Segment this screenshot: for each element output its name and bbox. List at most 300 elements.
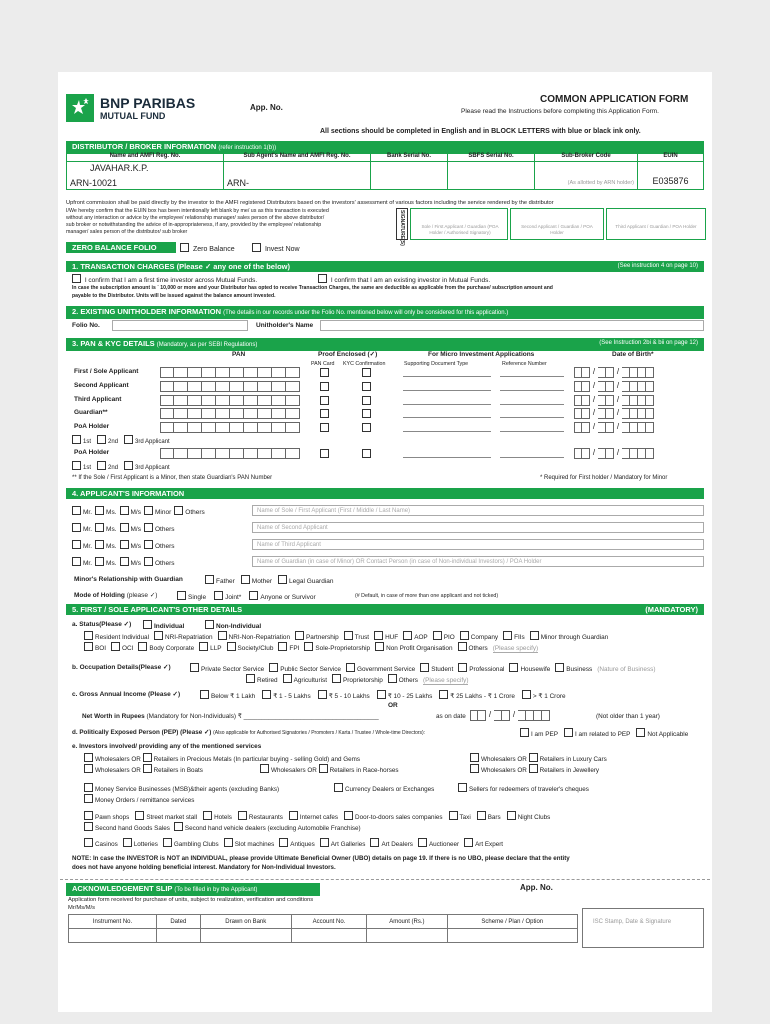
option-aop[interactable] bbox=[403, 634, 428, 641]
option-nri-repatriation[interactable] bbox=[154, 634, 213, 641]
inv-currency[interactable]: Currency Dealers or Exchanges bbox=[334, 783, 434, 794]
salutation-mr[interactable] bbox=[72, 526, 92, 533]
ack-cell-amount-rs[interactable] bbox=[367, 929, 447, 943]
existing-checkbox[interactable] bbox=[318, 274, 327, 283]
checkbox[interactable] bbox=[477, 811, 486, 820]
checkbox[interactable] bbox=[530, 631, 539, 640]
checkbox[interactable] bbox=[295, 631, 304, 640]
checkbox[interactable] bbox=[279, 838, 288, 847]
option-private-sector-service[interactable] bbox=[190, 666, 264, 673]
pan-card-checkbox[interactable] bbox=[320, 368, 329, 377]
ref-no-line[interactable] bbox=[500, 390, 564, 391]
option-retired[interactable] bbox=[246, 677, 278, 684]
option-body-corporate[interactable] bbox=[138, 645, 194, 652]
option-below-1-lakh[interactable] bbox=[200, 693, 255, 700]
checkbox[interactable] bbox=[120, 506, 129, 515]
option-label: Father bbox=[216, 578, 235, 585]
distributor-header: DISTRIBUTOR / BROKER INFORMATION (refer instruction 1(b)) bbox=[66, 141, 704, 154]
option-others[interactable] bbox=[388, 677, 418, 684]
ref-no-line[interactable] bbox=[500, 404, 564, 405]
checkbox[interactable] bbox=[227, 642, 236, 651]
ack-cell-drawn-on-bank[interactable] bbox=[200, 929, 291, 943]
applicant-name-input[interactable]: Name of Second Applicant bbox=[252, 522, 704, 533]
ref-no-line[interactable] bbox=[500, 417, 564, 418]
option-25-lakhs-1-crore[interactable] bbox=[439, 693, 515, 700]
option-public-sector-service[interactable] bbox=[269, 666, 341, 673]
checkbox[interactable] bbox=[97, 461, 106, 470]
poa-ord3[interactable] bbox=[124, 439, 170, 445]
checkbox[interactable] bbox=[418, 838, 427, 847]
checkbox[interactable] bbox=[123, 838, 132, 847]
bank-cell[interactable] bbox=[371, 162, 448, 190]
signature-box-1[interactable] bbox=[410, 208, 508, 240]
pan-cells[interactable] bbox=[160, 395, 300, 406]
support-doc-line[interactable] bbox=[403, 390, 491, 391]
subagent-cell[interactable]: ARN- bbox=[224, 162, 371, 190]
invest-now-option[interactable]: Invest Now bbox=[252, 243, 300, 254]
salutation-ms[interactable] bbox=[95, 509, 116, 516]
option-professional[interactable] bbox=[458, 666, 504, 673]
option-internet-cafes[interactable] bbox=[289, 814, 338, 821]
option-label: Taxi bbox=[459, 814, 471, 821]
checkbox[interactable] bbox=[374, 631, 383, 640]
salutation-mis[interactable] bbox=[120, 543, 141, 550]
option-5-10-lakhs[interactable] bbox=[318, 693, 370, 700]
option-lotteries[interactable] bbox=[123, 841, 158, 848]
salutation-mis[interactable] bbox=[120, 526, 141, 533]
option-fpi[interactable] bbox=[278, 645, 299, 652]
option-casinos[interactable] bbox=[84, 841, 118, 848]
option-door-to-doors-sales-companies[interactable] bbox=[344, 814, 443, 821]
option-pawn-shops[interactable] bbox=[84, 814, 129, 821]
checkbox[interactable] bbox=[124, 435, 133, 444]
inv-boats[interactable]: Wholesalers OR Retailers in Boats bbox=[84, 764, 203, 775]
inv-boats-w-checkbox[interactable] bbox=[84, 764, 93, 773]
checkbox[interactable] bbox=[278, 642, 287, 651]
checkbox[interactable] bbox=[278, 575, 287, 584]
checkbox[interactable] bbox=[420, 663, 429, 672]
poa-ord1[interactable] bbox=[72, 439, 91, 445]
zero-balance-option[interactable]: Zero Balance bbox=[180, 243, 235, 254]
checkbox[interactable] bbox=[388, 674, 397, 683]
checkbox[interactable] bbox=[377, 690, 386, 699]
checkbox[interactable] bbox=[84, 631, 93, 640]
checkbox[interactable] bbox=[304, 642, 313, 651]
option-label: OCI bbox=[122, 645, 134, 652]
option-1-crore[interactable] bbox=[522, 693, 566, 700]
checkbox[interactable] bbox=[124, 461, 133, 470]
pan-card-checkbox[interactable] bbox=[320, 396, 329, 405]
option-night-clubs[interactable] bbox=[507, 814, 551, 821]
option-street-market-stall[interactable] bbox=[135, 814, 197, 821]
checkbox[interactable] bbox=[249, 591, 258, 600]
kyc-checkbox[interactable] bbox=[362, 396, 371, 405]
dob-cells[interactable]: / / bbox=[574, 395, 654, 406]
checkbox[interactable] bbox=[135, 811, 144, 820]
checkbox[interactable] bbox=[154, 631, 163, 640]
ref-no-line[interactable] bbox=[500, 376, 564, 377]
salutation-mr[interactable] bbox=[72, 509, 92, 516]
existing-option[interactable]: I confirm that I am an existing investor in Mutual Funds. bbox=[318, 274, 490, 285]
checkbox[interactable] bbox=[144, 506, 153, 515]
col-bank: Bank Serial No. bbox=[371, 152, 448, 162]
option-proprietorship[interactable] bbox=[332, 677, 383, 684]
checkbox[interactable] bbox=[120, 557, 129, 566]
nature-of-business[interactable]: (Nature of Business) bbox=[597, 666, 656, 673]
option-label: Second hand Goods Sales bbox=[95, 825, 170, 832]
applicant-name-input[interactable]: Name of Third Applicant bbox=[252, 539, 704, 550]
signature-box-3[interactable] bbox=[606, 208, 706, 240]
inv-msb-checkbox[interactable] bbox=[84, 783, 93, 792]
checkbox[interactable] bbox=[177, 591, 186, 600]
checkbox[interactable] bbox=[458, 642, 467, 651]
ref-no-line[interactable] bbox=[500, 457, 564, 458]
inv-gold-r-checkbox[interactable] bbox=[143, 753, 152, 762]
option-i-am-related-to-pep[interactable] bbox=[564, 731, 630, 738]
as-on-date-label: as on date bbox=[436, 713, 466, 720]
occ-please-specify[interactable]: (Please specify) bbox=[422, 677, 469, 684]
checkbox[interactable] bbox=[346, 663, 355, 672]
inv-row-6 bbox=[84, 838, 508, 849]
checkbox[interactable] bbox=[199, 642, 208, 651]
checkbox[interactable] bbox=[72, 523, 81, 532]
zero-balance-checkbox[interactable] bbox=[180, 243, 189, 252]
checkbox[interactable] bbox=[200, 690, 209, 699]
option-antiques[interactable] bbox=[279, 841, 315, 848]
option-second-hand-goods-sales[interactable] bbox=[84, 825, 170, 832]
ack-cell-account-no[interactable] bbox=[291, 929, 366, 943]
option-label: NRI-Repatriation bbox=[165, 634, 213, 641]
option-llp[interactable] bbox=[199, 645, 221, 652]
option-legal-guardian[interactable] bbox=[278, 578, 333, 585]
inv-horses[interactable]: Wholesalers OR Retailers in Race-horses bbox=[260, 764, 399, 775]
inv-horses-r-checkbox[interactable] bbox=[319, 764, 328, 773]
checkbox[interactable] bbox=[72, 506, 81, 515]
checkbox[interactable] bbox=[509, 663, 518, 672]
first-time-checkbox[interactable] bbox=[72, 274, 81, 283]
option-minor-through-guardian[interactable] bbox=[530, 634, 609, 641]
ref-no-line[interactable] bbox=[500, 431, 564, 432]
checkbox[interactable] bbox=[190, 663, 199, 672]
checkbox[interactable] bbox=[520, 728, 529, 737]
dob-cells[interactable]: / / bbox=[574, 367, 654, 378]
pan-card-checkbox[interactable] bbox=[320, 409, 329, 418]
pan-card-checkbox[interactable] bbox=[320, 449, 329, 458]
option-business[interactable] bbox=[555, 666, 592, 673]
kyc-checkbox[interactable] bbox=[362, 382, 371, 391]
checkbox[interactable] bbox=[375, 642, 384, 651]
option-slot-machines[interactable] bbox=[224, 841, 275, 848]
non-individual-option[interactable]: Non-Individual bbox=[205, 620, 261, 631]
option-i-am-pep[interactable] bbox=[520, 731, 558, 738]
inv-jewellery-r-checkbox[interactable] bbox=[529, 764, 538, 773]
pan-cells[interactable] bbox=[160, 422, 300, 433]
checkbox[interactable] bbox=[370, 838, 379, 847]
option-nri-non-repatriation[interactable] bbox=[218, 634, 290, 641]
applicant-name-input[interactable]: Name of Sole / First Applicant (First / Middle / Last Name) bbox=[252, 505, 704, 516]
isc-stamp-box[interactable] bbox=[582, 908, 704, 948]
pan-cells[interactable] bbox=[160, 408, 300, 419]
option-second-hand-vehicle-dealers-excluding-automobile-franchise[interactable] bbox=[174, 825, 361, 832]
inv-jewellery[interactable]: Wholesalers OR Retailers in Jewellery bbox=[470, 764, 599, 775]
checkbox[interactable] bbox=[289, 811, 298, 820]
dob-cells[interactable]: / / bbox=[574, 381, 654, 392]
option-restaurants[interactable] bbox=[238, 814, 283, 821]
salutation-ms[interactable] bbox=[95, 526, 116, 533]
pan-card-checkbox[interactable] bbox=[320, 423, 329, 432]
pep-options bbox=[520, 728, 694, 739]
checkbox[interactable] bbox=[144, 523, 153, 532]
option-not-applicable[interactable] bbox=[636, 731, 688, 738]
checkbox[interactable] bbox=[507, 811, 516, 820]
checkbox[interactable] bbox=[97, 435, 106, 444]
pan-card-checkbox[interactable] bbox=[320, 382, 329, 391]
non-individual-checkbox[interactable] bbox=[205, 620, 214, 629]
checkbox[interactable] bbox=[241, 575, 250, 584]
checkbox[interactable] bbox=[433, 631, 442, 640]
checkbox[interactable] bbox=[460, 631, 469, 640]
checkbox[interactable] bbox=[464, 838, 473, 847]
checkbox[interactable] bbox=[224, 838, 233, 847]
inv-cars-w-checkbox[interactable] bbox=[470, 753, 479, 762]
option-boi[interactable] bbox=[84, 645, 106, 652]
checkbox[interactable] bbox=[522, 690, 531, 699]
checkbox[interactable] bbox=[84, 811, 93, 820]
poa-ord1[interactable] bbox=[72, 465, 91, 471]
checkbox[interactable] bbox=[449, 811, 458, 820]
option-society-club[interactable] bbox=[227, 645, 274, 652]
option-label: Minor bbox=[155, 509, 172, 516]
checkbox[interactable] bbox=[344, 631, 353, 640]
option-father[interactable] bbox=[205, 578, 235, 585]
checkbox[interactable] bbox=[636, 728, 645, 737]
option-huf[interactable] bbox=[374, 634, 398, 641]
signature-box-2[interactable] bbox=[510, 208, 604, 240]
folio-input[interactable] bbox=[112, 320, 248, 331]
individual-checkbox[interactable] bbox=[143, 620, 152, 629]
option-pio[interactable] bbox=[433, 634, 455, 641]
kyc-checkbox[interactable] bbox=[362, 368, 371, 377]
checkbox[interactable] bbox=[84, 838, 93, 847]
option-partnership[interactable] bbox=[295, 634, 339, 641]
salutation-ms[interactable] bbox=[95, 543, 116, 550]
salutation-ms[interactable] bbox=[95, 560, 116, 567]
sig3-label: Third Applicant / Guardian / POA Holder bbox=[615, 224, 697, 229]
inv-boats-r-checkbox[interactable] bbox=[143, 764, 152, 773]
option-art-galleries[interactable] bbox=[320, 841, 366, 848]
checkbox[interactable] bbox=[72, 435, 81, 444]
dob-cells[interactable]: / / bbox=[574, 448, 654, 459]
salutation-others[interactable] bbox=[144, 560, 175, 567]
option-label: Bars bbox=[487, 814, 501, 821]
option-art-expert[interactable] bbox=[464, 841, 503, 848]
euin-cell[interactable]: E035876 bbox=[638, 162, 704, 190]
checkbox[interactable] bbox=[318, 690, 327, 699]
name-cell[interactable] bbox=[67, 162, 224, 190]
inv-money-orders[interactable]: Money Orders / remittance services bbox=[84, 794, 194, 805]
salutation-others[interactable] bbox=[144, 526, 175, 533]
option-anyone-or-survivor[interactable] bbox=[249, 594, 315, 601]
checkbox[interactable] bbox=[72, 461, 81, 470]
checkbox[interactable] bbox=[218, 631, 227, 640]
unitholder-input[interactable] bbox=[320, 320, 704, 331]
checkbox[interactable] bbox=[144, 557, 153, 566]
checkbox[interactable] bbox=[458, 663, 467, 672]
option-joint[interactable] bbox=[214, 594, 241, 601]
checkbox[interactable] bbox=[214, 591, 223, 600]
option-label: Pawn shops bbox=[95, 814, 130, 821]
option-auctioneer[interactable] bbox=[418, 841, 459, 848]
individual-option[interactable]: Individual bbox=[143, 620, 184, 631]
option-taxi[interactable] bbox=[449, 814, 471, 821]
checkbox[interactable] bbox=[120, 523, 129, 532]
checkbox[interactable] bbox=[344, 811, 353, 820]
subbroker-cell[interactable]: (As allotted by ARN holder) bbox=[535, 162, 638, 190]
checkbox[interactable] bbox=[439, 690, 448, 699]
checkbox[interactable] bbox=[95, 557, 104, 566]
salutation-mr[interactable] bbox=[72, 560, 92, 567]
ack-cell-dated[interactable] bbox=[157, 929, 201, 943]
inv-jewellery-w-checkbox[interactable] bbox=[470, 764, 479, 773]
dob-cells[interactable]: / / bbox=[574, 408, 654, 419]
option-resident-individual[interactable] bbox=[84, 634, 149, 641]
checkbox[interactable] bbox=[174, 822, 183, 831]
inv-msb[interactable]: Money Service Businesses (MSB)&their agents (excluding Banks) bbox=[84, 783, 279, 794]
option-label: Public Sector Service bbox=[280, 666, 341, 673]
salutation-others[interactable] bbox=[144, 543, 175, 550]
confirm-l1: I/We hereby confirm that the EUIN box has been intentionally left blank by me/ us as this transaction is executed bbox=[66, 208, 329, 214]
inv-money-orders-checkbox[interactable] bbox=[84, 794, 93, 803]
pan-cells[interactable] bbox=[160, 448, 300, 459]
salutation-others[interactable] bbox=[174, 509, 205, 516]
poa-ord2[interactable] bbox=[97, 465, 118, 471]
option-label: Society/Club bbox=[237, 645, 274, 652]
option-non-profit-organisation[interactable] bbox=[375, 645, 452, 652]
salutation-mis[interactable] bbox=[120, 560, 141, 567]
checkbox[interactable] bbox=[332, 674, 341, 683]
first-time-option[interactable]: I confirm that I am a first time investor across Mutual Funds. bbox=[72, 274, 257, 285]
support-doc-line[interactable] bbox=[403, 431, 491, 432]
checkbox[interactable] bbox=[503, 631, 512, 640]
checkbox[interactable] bbox=[174, 506, 183, 515]
checkbox[interactable] bbox=[283, 674, 292, 683]
option-art-dealers[interactable] bbox=[370, 841, 413, 848]
checkbox[interactable] bbox=[262, 690, 271, 699]
dob-cells[interactable]: / / bbox=[574, 422, 654, 433]
salutation-mr[interactable] bbox=[72, 543, 92, 550]
inv-horses-w-checkbox[interactable] bbox=[260, 764, 269, 773]
inv-cars-r-checkbox[interactable] bbox=[529, 753, 538, 762]
checkbox[interactable] bbox=[555, 663, 564, 672]
option-hotels[interactable] bbox=[203, 814, 232, 821]
checkbox[interactable] bbox=[84, 642, 93, 651]
option-bars[interactable] bbox=[477, 814, 501, 821]
checkbox[interactable] bbox=[72, 557, 81, 566]
inv-gold[interactable]: Wholesalers OR Retailers in Precious Metals (In particular buying - selling Gold) and Gems bbox=[84, 753, 360, 764]
invest-now-checkbox[interactable] bbox=[252, 243, 261, 252]
option-label: I am related to PEP bbox=[575, 731, 631, 738]
option-single[interactable] bbox=[177, 594, 206, 601]
checkbox[interactable] bbox=[111, 642, 120, 651]
support-doc-line[interactable] bbox=[403, 376, 491, 377]
inv-cars[interactable]: Wholesalers OR Retailers in Luxury Cars bbox=[470, 753, 607, 764]
option-trust[interactable] bbox=[344, 634, 369, 641]
inv-cheques-checkbox[interactable] bbox=[458, 783, 467, 792]
checkbox[interactable] bbox=[238, 811, 247, 820]
option-1-5-lakhs[interactable] bbox=[262, 693, 310, 700]
option-fiis[interactable] bbox=[503, 634, 525, 641]
as-on-date-cells[interactable]: / / bbox=[470, 710, 550, 721]
checkbox[interactable] bbox=[84, 822, 93, 831]
option-housewife[interactable] bbox=[509, 666, 550, 673]
checkbox[interactable] bbox=[564, 728, 573, 737]
support-doc-line[interactable] bbox=[403, 457, 491, 458]
kyc-checkbox[interactable] bbox=[362, 449, 371, 458]
option-label: Mr. bbox=[83, 509, 93, 516]
salutation-minor[interactable] bbox=[144, 509, 171, 516]
support-doc-line[interactable] bbox=[403, 404, 491, 405]
inv-cheques[interactable]: Sellers for redeemers of traveler's cheques bbox=[458, 783, 589, 794]
pan-cells[interactable] bbox=[160, 367, 300, 378]
ack-cell-scheme-plan-option[interactable] bbox=[447, 929, 577, 943]
option-label: Night Clubs bbox=[517, 814, 551, 821]
inv-currency-checkbox[interactable] bbox=[334, 783, 343, 792]
checkbox[interactable] bbox=[95, 506, 104, 515]
checkbox[interactable] bbox=[138, 642, 147, 651]
checkbox[interactable] bbox=[95, 523, 104, 532]
zero-balance-label: ZERO BALANCE FOLIO bbox=[66, 242, 176, 253]
ack-cell-instrument-no[interactable] bbox=[69, 929, 157, 943]
option-label: Partnership bbox=[306, 634, 339, 641]
poa-ord2[interactable] bbox=[97, 439, 118, 445]
checkbox[interactable] bbox=[144, 540, 153, 549]
checkbox[interactable] bbox=[320, 838, 329, 847]
option-10-25-lakhs[interactable] bbox=[377, 693, 433, 700]
checkbox[interactable] bbox=[269, 663, 278, 672]
option-oci[interactable] bbox=[111, 645, 133, 652]
kyc-checkbox[interactable] bbox=[362, 423, 371, 432]
applicant-name-input[interactable]: Name of Guardian (in case of Minor) OR Contact Person (in case of Non-individual Investors) / POA Holder bbox=[252, 556, 704, 567]
option-company[interactable] bbox=[460, 634, 498, 641]
option-gambling-clubs[interactable] bbox=[163, 841, 219, 848]
checkbox[interactable] bbox=[163, 838, 172, 847]
option-sole-proprietorship[interactable] bbox=[304, 645, 370, 652]
option-label: PIO bbox=[443, 634, 455, 641]
salutation-mis[interactable] bbox=[120, 509, 141, 516]
checkbox[interactable] bbox=[72, 540, 81, 549]
option-mother[interactable] bbox=[241, 578, 272, 585]
option-agriculturist[interactable] bbox=[283, 677, 327, 684]
sbfs-cell[interactable] bbox=[448, 162, 535, 190]
option-others[interactable] bbox=[458, 645, 488, 652]
option-student[interactable] bbox=[420, 666, 453, 673]
checkbox[interactable] bbox=[246, 674, 255, 683]
support-doc-line[interactable] bbox=[403, 417, 491, 418]
checkbox[interactable] bbox=[403, 631, 412, 640]
option-government-service[interactable] bbox=[346, 666, 415, 673]
poa-ord3[interactable] bbox=[124, 465, 170, 471]
checkbox[interactable] bbox=[203, 811, 212, 820]
dob-col: Date of Birth* bbox=[612, 351, 654, 358]
please-specify[interactable]: (Please specify) bbox=[492, 645, 539, 652]
checkbox[interactable] bbox=[120, 540, 129, 549]
checkbox[interactable] bbox=[205, 575, 214, 584]
inv-gold-w-checkbox[interactable] bbox=[84, 753, 93, 762]
checkbox[interactable] bbox=[95, 540, 104, 549]
pan-cells[interactable] bbox=[160, 381, 300, 392]
ack-col-drawn-on-bank: Drawn on Bank bbox=[200, 915, 291, 929]
kyc-checkbox[interactable] bbox=[362, 409, 371, 418]
